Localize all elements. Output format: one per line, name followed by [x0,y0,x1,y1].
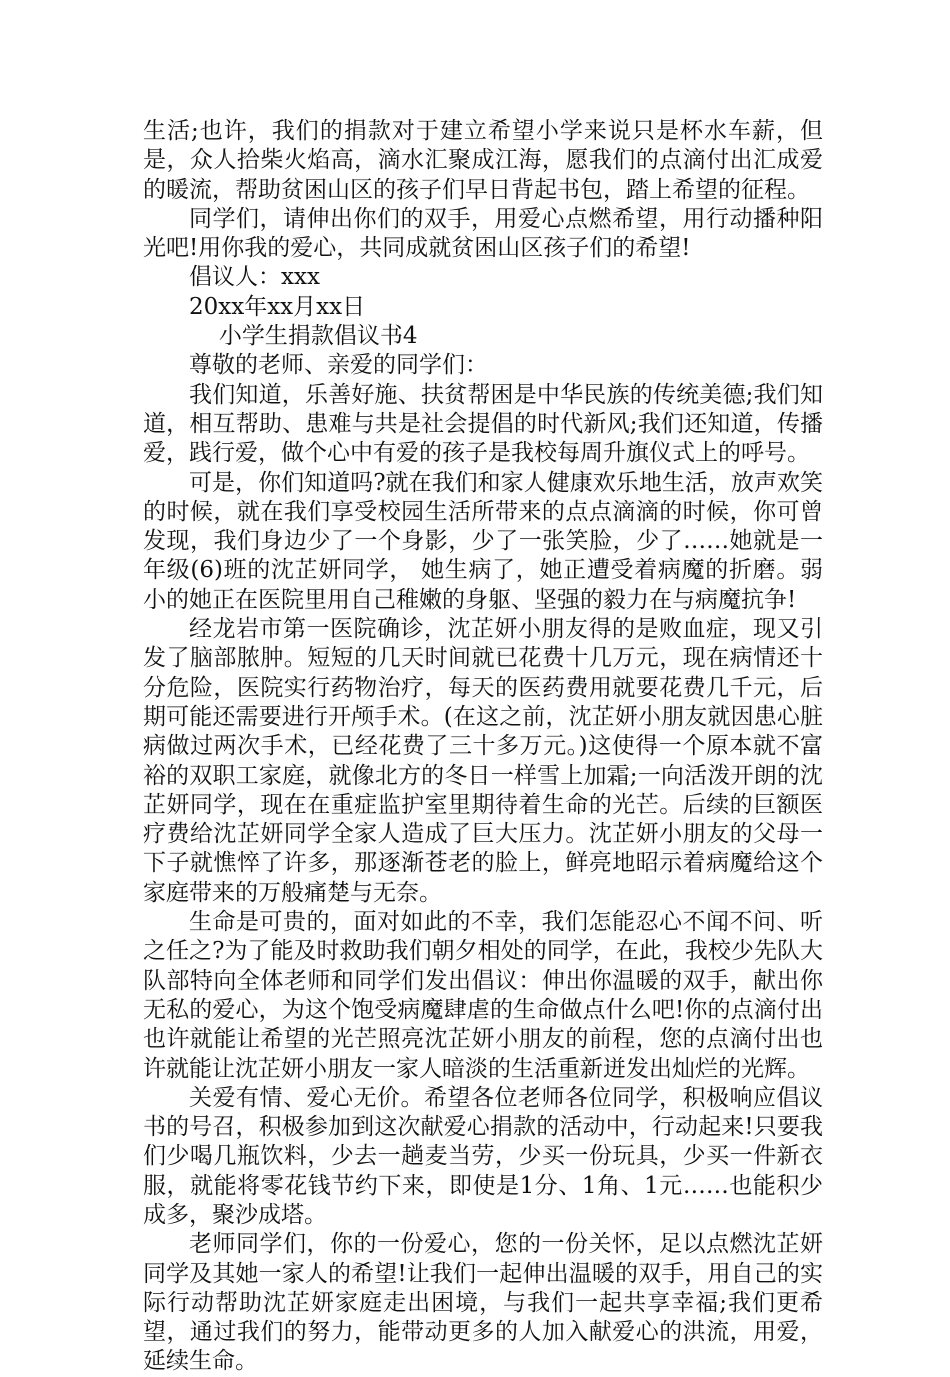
salutation: 尊敬的老师、亲爱的同学们： [189,352,488,379]
paragraph-but-do-you-know: 可是，你们知道吗?就在我们和家人健康欢乐地生活，放声欢笑的时候，就在我们享受校园生活所带来的点点滴滴的时候，你可曾发现，我们身边少了一个身影，少了一张笑脸，少了……她就是一年级(6)班的沈芷妍同学， 她生病了，她正遭受着病魔的折磨。弱小的她正在医院里用自己稚嫩的身躯、坚强的毅力在与病魔抗争! [143,469,823,613]
paragraph-life-is-precious: 生命是可贵的，面对如此的不幸，我们怎能忍心不闻不问、听之任之?为了能及时救助我们朝夕相处的同学，在此，我校少先队大队部特向全体老师和同学们发出倡议：伸出你温暖的双手，献出你无私的爱心，为这个饱受病魔肆虐的生命做点什么吧!你的点滴付出也许就能让希望的光芒照亮沈芷妍小朋友的前程，您的点滴付出也许就能让沈芷妍小朋友一家人暗淡的生活重新迸发出灿烂的光辉。 [143,909,823,1082]
section-title: 小学生捐款倡议书4 [218,323,418,350]
paragraph-closing: 老师同学们，你的一份爱心，您的一份关怀，足以点燃沈芷妍同学及其她一家人的希望!让我们一起伸出温暖的双手，用自己的实际行动帮助沈芷妍家庭走出困境，与我们一起共享幸福;我们更希望，通过我们的努力，能带动更多的人加入献爱心的洪流，用爱，延续生命。 [143,1231,823,1375]
signature-initiator: 倡议人：xxx [189,264,320,291]
document-body [143,117,823,1377]
paragraph-diagnosis: 经龙岩市第一医院确诊，沈芷妍小朋友得的是败血症，现又引发了脑部脓肿。短短的几天时间就已花费十几万元，现在病情还十分危险，医院实行药物治疗，每天的医药费用就要花费几千元，后期可能还需要进行开颅手术。(在这之前，沈芷妍小朋友就因患心脏病做过两次手术，已经花费了三十多万元。)这使得一个原本就不富裕的双职工家庭，就像北方的冬日一样雪上加霜;一向活泼开朗的沈芷妍同学，现在在重症监护室里期待着生命的光芒。后续的巨额医疗费给沈芷妍同学全家人造成了巨大压力。沈芷妍小朋友的父母一下子就憔悴了许多，那逐渐苍老的脸上，鲜亮地昭示着病魔给这个家庭带来的万般痛楚与无奈。 [143,616,823,906]
paragraph-love-priceless: 关爱有情、爱心无价。希望各位老师各位同学，积极响应倡议书的号召，积极参加到这次献爱心捐款的活动中，行动起来!只要我们少喝几瓶饮料，少去一趟麦当劳，少买一份玩具，少买一件新衣服，就能将零花钱节约下来，即使是1分、1角、1元……也能积少成多，聚沙成塔。 [143,1084,823,1228]
paragraph-continuation: 生活;也许，我们的捐款对于建立希望小学来说只是杯水车薪，但是，众人拾柴火焰高，滴水汇聚成江海，愿我们的点滴付出汇成爱的暖流，帮助贫困山区的孩子们早日背起书包，踏上希望的征程。 [143,118,823,203]
paragraph-we-know: 我们知道，乐善好施、扶贫帮困是中华民族的传统美德;我们知道，相互帮助、患难与共是社会提倡的时代新风;我们还知道，传播爱，践行爱，做个心中有爱的孩子是我校每周升旗仪式上的呼号。 [143,381,823,467]
paragraph-appeal: 同学们，请伸出你们的双手，用爱心点燃希望，用行动播种阳光吧!用你我的爱心，共同成就贫困山区孩子们的希望! [143,205,823,262]
signature-date: 20xx年xx月xx日 [189,293,366,320]
